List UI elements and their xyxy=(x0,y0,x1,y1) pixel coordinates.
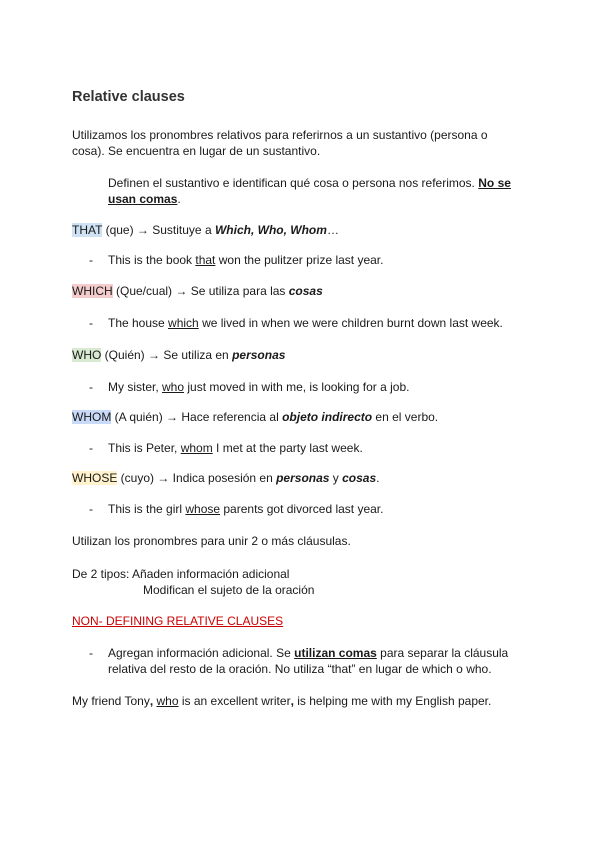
non-defining-line-2: relativa del resto de la oración. No utiliza “that” en lugar de which o who. xyxy=(108,662,492,676)
bullet-dash: - xyxy=(89,441,93,455)
which-example-start: The house xyxy=(108,316,169,330)
whom-emphasis: objeto indirecto xyxy=(282,410,373,424)
non-defining-line-1 xyxy=(108,645,528,661)
who-emphasis: personas xyxy=(232,348,286,362)
whom-keyword: WHOM xyxy=(72,410,112,424)
whom-description: (A quién) → Hace referencia al xyxy=(111,410,283,424)
whose-definition xyxy=(72,470,380,486)
who-example-end: just moved in with me, is looking for a job. xyxy=(184,380,410,394)
bullet-dash: - xyxy=(89,646,93,660)
final-comma-2: , xyxy=(290,694,294,708)
whom-end: en el verbo. xyxy=(372,410,439,424)
that-example xyxy=(108,252,383,268)
whose-conjunction: y xyxy=(329,471,343,485)
whom-example xyxy=(108,440,363,456)
that-emphasis: Which, Who, Whom xyxy=(214,223,327,237)
who-example xyxy=(108,379,409,395)
that-keyword: THAT xyxy=(72,223,103,237)
final-example-end: is helping me with my English paper. xyxy=(293,694,492,708)
define-line-1 xyxy=(108,175,511,191)
non-defining-text-start: Agregan información adicional. Se xyxy=(108,646,295,660)
whom-example-start: This is Peter, xyxy=(108,441,181,455)
non-defining-text-end: para separar la cláusula xyxy=(376,646,509,660)
that-example-keyword: that xyxy=(195,253,216,267)
whom-definition xyxy=(72,409,438,425)
that-example-end: won the pulitzer prize last year. xyxy=(215,253,384,267)
tipos-line-2: Modifican el sujeto de la oración xyxy=(143,583,315,597)
that-description: (que) → Sustituye a xyxy=(102,223,215,237)
whose-example xyxy=(108,501,383,517)
final-example xyxy=(72,693,491,709)
which-definition xyxy=(72,283,323,299)
define-line-2 xyxy=(108,191,181,207)
whom-example-end: I met at the party last week. xyxy=(212,441,363,455)
whose-end: . xyxy=(376,471,380,485)
bullet-dash: - xyxy=(89,253,93,267)
who-example-keyword: who xyxy=(162,380,185,394)
intro-line-1: Utilizamos los pronombres relativos para referirnos a un sustantivo (persona o xyxy=(72,128,488,142)
final-example-keyword: who xyxy=(156,694,179,708)
whom-example-keyword: whom xyxy=(180,441,213,455)
that-example-start: This is the book xyxy=(108,253,196,267)
whose-example-end: parents got divorced last year. xyxy=(220,502,384,516)
which-example-keyword: which xyxy=(168,316,199,330)
page-title: Relative clauses xyxy=(72,89,185,105)
which-example xyxy=(108,315,503,331)
that-definition xyxy=(72,222,339,238)
tipos-line-1: De 2 tipos: Añaden información adicional xyxy=(72,567,290,581)
who-example-start: My sister, xyxy=(108,380,163,394)
whose-description: (cuyo) → Indica posesión en xyxy=(117,471,277,485)
intro-line-2: cosa). Se encuentra en lugar de un sustantivo. xyxy=(72,144,321,158)
who-keyword: WHO xyxy=(72,348,102,362)
bullet-dash: - xyxy=(89,380,93,394)
define-end: . xyxy=(177,192,181,206)
define-emphasis-1: No se xyxy=(478,176,511,190)
final-example-middle: is an excellent writer xyxy=(178,694,291,708)
whose-example-keyword: whose xyxy=(185,502,221,516)
which-example-end: we lived in when we were children burnt down last week. xyxy=(198,316,503,330)
whose-emphasis-2: cosas xyxy=(342,471,377,485)
non-defining-heading: NON- DEFINING RELATIVE CLAUSES xyxy=(72,614,284,628)
whose-example-start: This is the girl xyxy=(108,502,186,516)
non-defining-emphasis: utilizan comas xyxy=(294,646,377,660)
define-emphasis-2: usan comas xyxy=(108,192,178,206)
define-text: Definen el sustantivo e identifican qué cosa o persona nos referimos. xyxy=(108,176,475,190)
utilizan-paragraph: Utilizan los pronombres para unir 2 o más cláusulas. xyxy=(72,534,351,548)
whose-keyword: WHOSE xyxy=(72,471,118,485)
who-definition xyxy=(72,347,285,363)
who-description: (Quién) → Se utiliza en xyxy=(101,348,233,362)
bullet-dash: - xyxy=(89,502,93,516)
that-ellipsis: … xyxy=(326,223,339,237)
which-description: (Que/cual) → Se utiliza para las xyxy=(112,284,289,298)
whose-emphasis-1: personas xyxy=(276,471,330,485)
which-emphasis: cosas xyxy=(288,284,323,298)
final-comma-1: , xyxy=(149,694,154,708)
final-example-start: My friend Tony xyxy=(72,694,150,708)
which-keyword: WHICH xyxy=(72,284,113,298)
bullet-dash: - xyxy=(89,316,93,330)
